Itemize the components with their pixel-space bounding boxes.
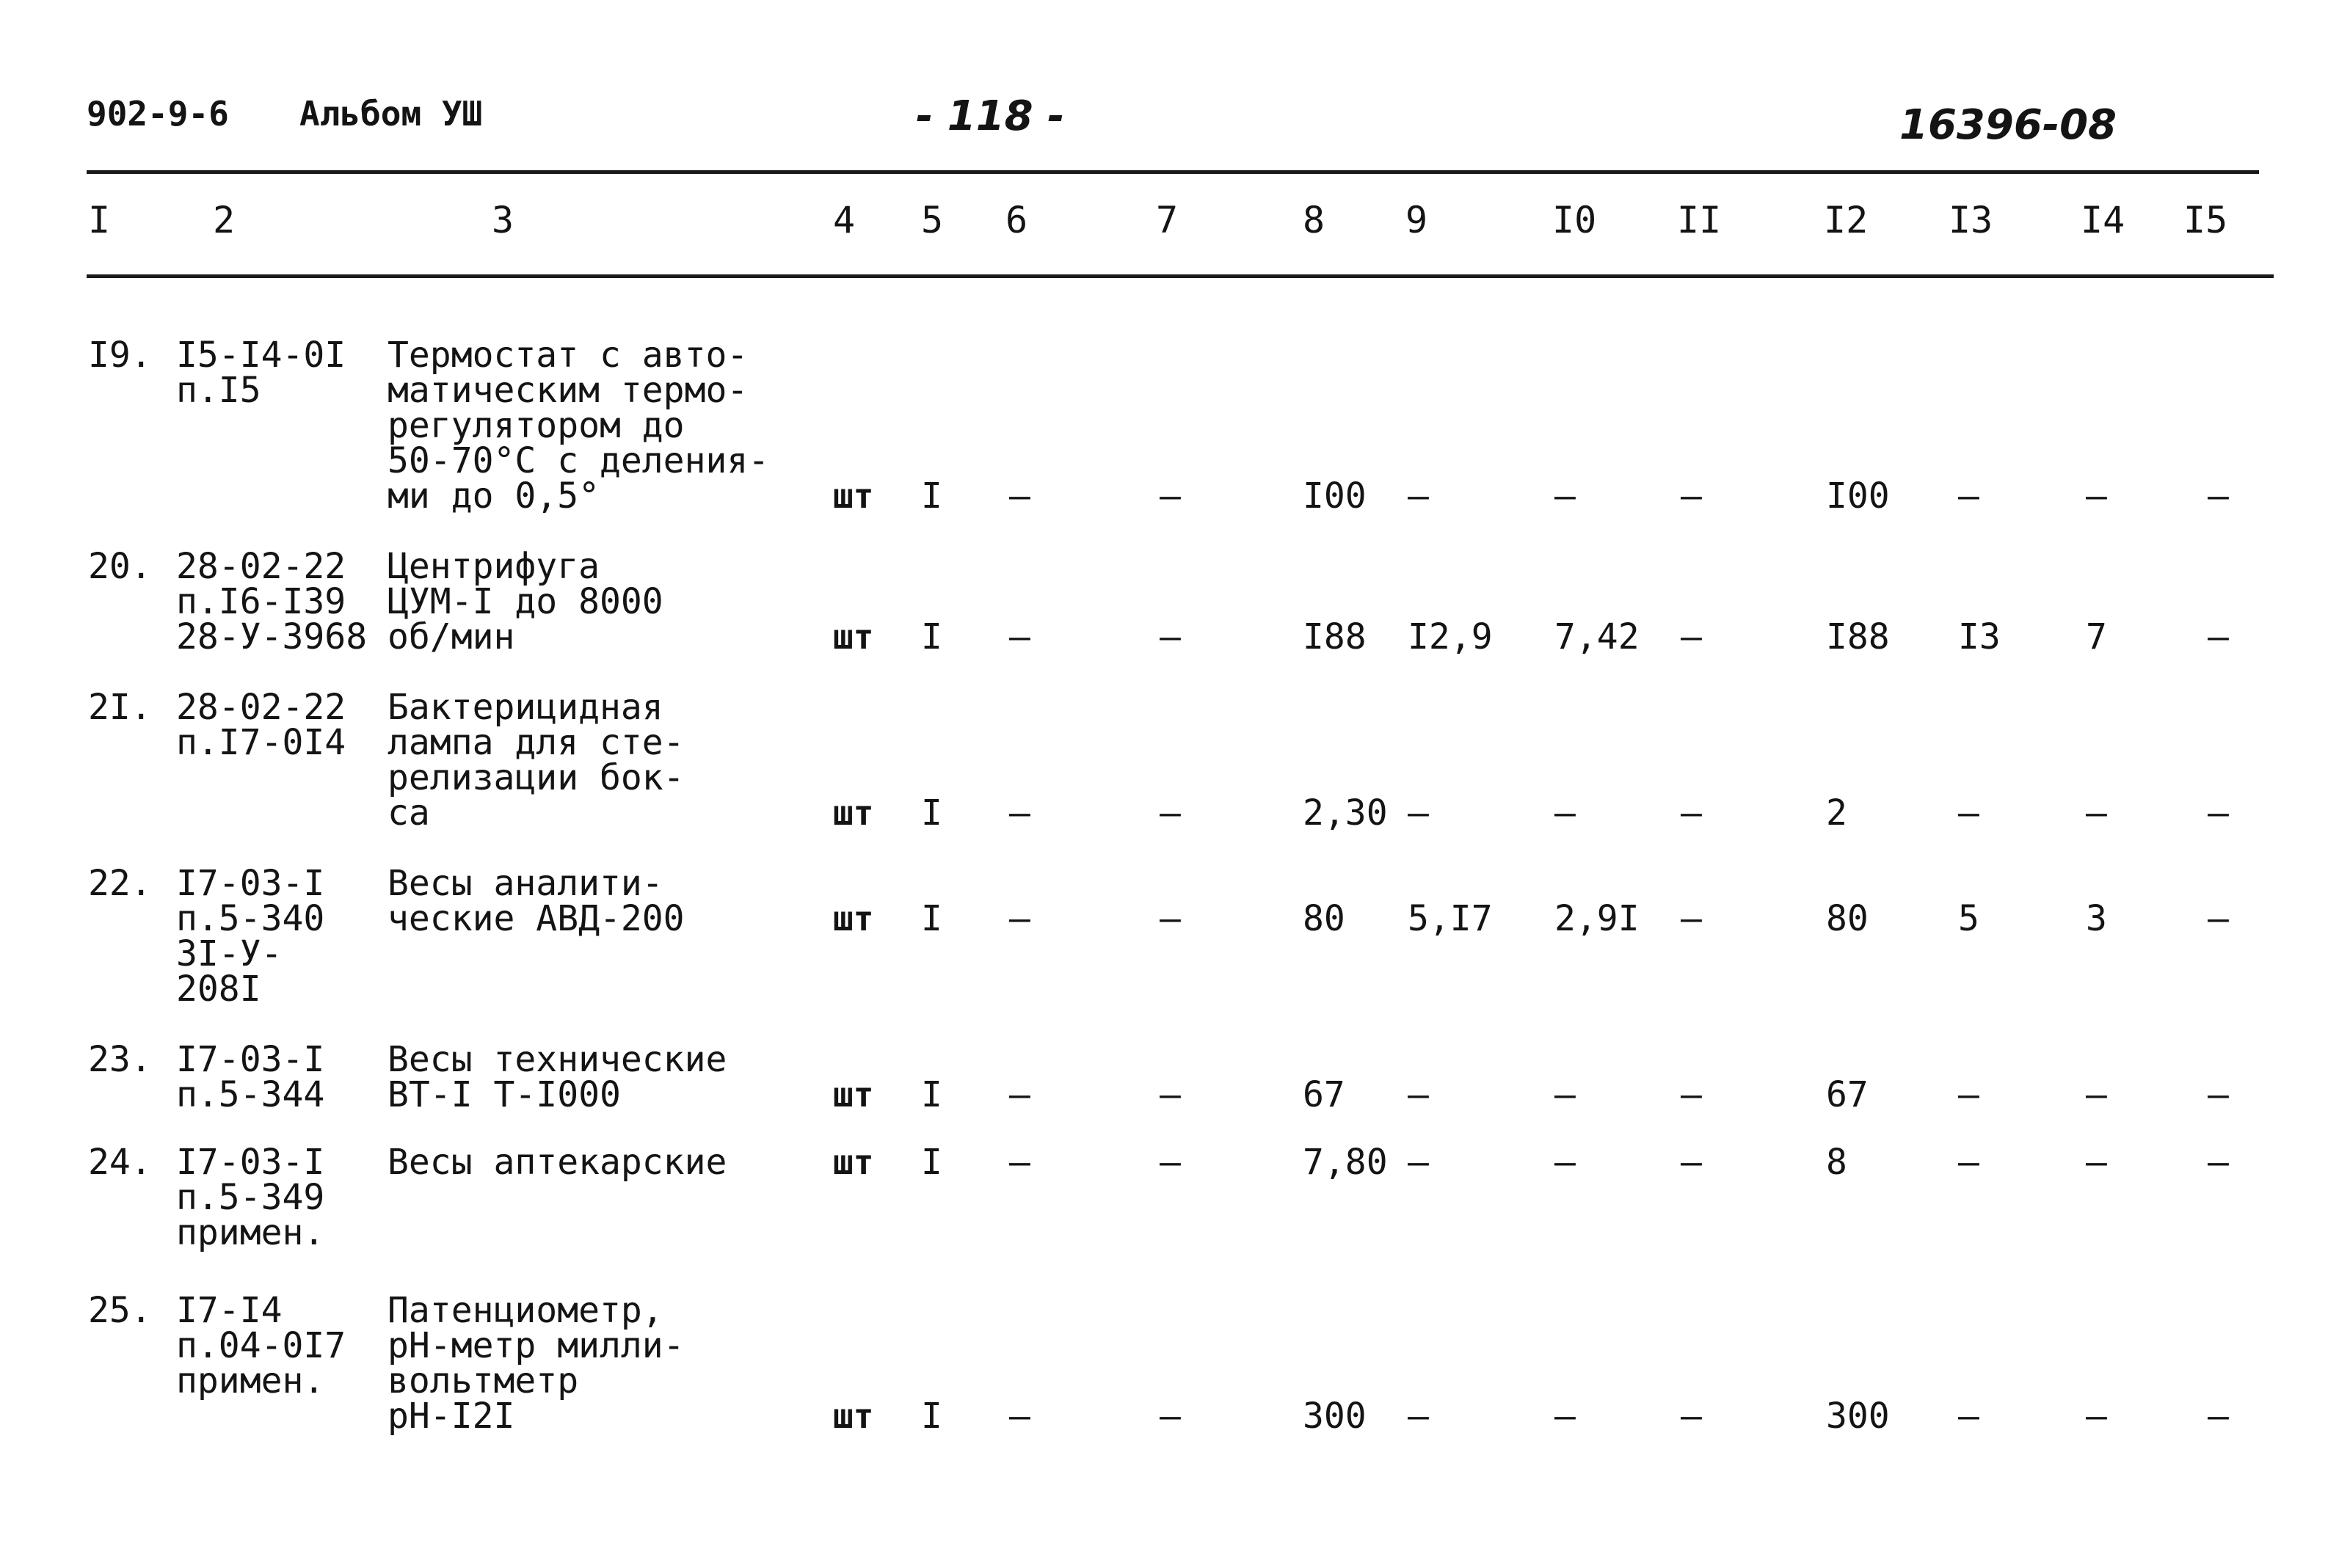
item-code-line: примен.: [176, 1360, 325, 1401]
value-cell: –: [1160, 1074, 1181, 1115]
item-name-line: Термостат с авто-: [388, 335, 749, 376]
item-code-line: п.5-349: [176, 1177, 325, 1218]
unit-cell: шт: [833, 617, 874, 657]
item-code-line: п.5-344: [176, 1074, 325, 1115]
value-cell: 80: [1826, 898, 1869, 939]
column-number: 3: [492, 199, 514, 241]
value-cell: –: [1681, 792, 1702, 834]
value-cell: –: [2208, 792, 2229, 834]
item-code-line: I7-03-I: [176, 863, 325, 904]
value-cell: –: [1408, 1396, 1429, 1437]
item-name-line: Бактерицидная: [388, 687, 663, 728]
item-name: [388, 863, 685, 939]
column-number: 2: [213, 199, 236, 241]
value-cell: 5,I7: [1408, 898, 1493, 939]
value-cell: 8: [1826, 1142, 1847, 1183]
value-cell: –: [1958, 792, 1979, 834]
value-cell: –: [1958, 475, 1979, 517]
item-name-line: Патенциометр,: [388, 1290, 663, 1331]
item-name-line: матическим термо-: [388, 370, 749, 411]
value-cell: –: [1681, 898, 1702, 939]
item-code-line: п.I7-0I4: [176, 722, 346, 763]
column-number: 6: [1005, 199, 1028, 241]
value-cell: –: [1009, 475, 1030, 517]
item-code: [176, 687, 346, 763]
sheet-code: 16396-08: [1899, 101, 2117, 149]
item-name-line: регулятором до: [388, 405, 685, 446]
column-number: I: [88, 199, 111, 241]
unit-cell: шт: [833, 1396, 874, 1436]
value-cell: –: [1160, 1396, 1181, 1437]
value-cell: 2: [1826, 792, 1847, 834]
value-cell: 7,42: [1554, 616, 1640, 657]
value-cell: –: [2208, 1142, 2229, 1183]
top-rule: [87, 170, 2259, 174]
item-code: [176, 335, 346, 411]
value-cell: I2,9: [1408, 616, 1493, 657]
value-cell: –: [1958, 1074, 1979, 1115]
unit-cell: шт: [833, 476, 874, 516]
value-cell: –: [1554, 1074, 1576, 1115]
item-name-line: Центрифуга: [388, 546, 600, 587]
item-name: [388, 1290, 685, 1437]
qty-cell: I: [921, 616, 942, 657]
item-code: [176, 1290, 346, 1401]
column-number: 5: [921, 199, 944, 241]
value-cell: –: [1958, 1396, 1979, 1437]
row-number: I9.: [88, 335, 152, 376]
item-code: [176, 1142, 325, 1253]
item-name: [388, 1142, 727, 1183]
item-code: [176, 1039, 325, 1115]
value-cell: –: [1681, 1396, 1702, 1437]
value-cell: I3: [1958, 616, 2001, 657]
column-number: I5: [2183, 199, 2228, 241]
value-cell: –: [1681, 475, 1702, 517]
value-cell: –: [2208, 1074, 2229, 1115]
item-code: [176, 863, 325, 1010]
unit-cell: шт: [833, 1075, 874, 1115]
column-number: I0: [1552, 199, 1597, 241]
value-cell: –: [1009, 1142, 1030, 1183]
item-name-line: об/мин: [388, 616, 515, 657]
qty-cell: I: [921, 1396, 942, 1437]
item-name-line: ческие АВД-200: [388, 898, 685, 939]
item-code-line: 208I: [176, 969, 261, 1010]
value-cell: –: [1681, 1074, 1702, 1115]
column-number: I2: [1824, 199, 1869, 241]
value-cell: –: [1408, 1074, 1429, 1115]
value-cell: –: [1554, 475, 1576, 517]
value-cell: –: [1554, 792, 1576, 834]
value-cell: –: [1408, 475, 1429, 517]
unit-cell: шт: [833, 793, 874, 833]
row-number: 23.: [88, 1039, 152, 1080]
item-code-line: 28-02-22: [176, 546, 346, 587]
item-name-line: Весы технические: [388, 1039, 727, 1080]
item-name-line: ВТ-I Т-I000: [388, 1074, 621, 1115]
column-number: 7: [1156, 199, 1179, 241]
value-cell: –: [1958, 1142, 1979, 1183]
item-code-line: I7-I4: [176, 1290, 283, 1331]
value-cell: –: [1009, 616, 1030, 657]
value-cell: I00: [1303, 475, 1367, 517]
row-number: 20.: [88, 546, 152, 587]
album-title: Альбом УШ: [299, 94, 483, 134]
value-cell: –: [1160, 1142, 1181, 1183]
item-code-line: п.5-340: [176, 898, 325, 939]
unit-cell: шт: [833, 1142, 874, 1182]
value-cell: 2,30: [1303, 792, 1388, 834]
value-cell: –: [1160, 616, 1181, 657]
value-cell: –: [1009, 792, 1030, 834]
item-name: [388, 335, 770, 517]
value-cell: –: [2086, 1074, 2107, 1115]
qty-cell: I: [921, 792, 942, 834]
item-name-line: 50-70°С с деления-: [388, 440, 770, 481]
value-cell: –: [2086, 1396, 2107, 1437]
column-number: 4: [833, 199, 856, 241]
value-cell: 80: [1303, 898, 1345, 939]
item-code-line: 3I-У-: [176, 933, 283, 974]
value-cell: –: [1160, 898, 1181, 939]
value-cell: I00: [1826, 475, 1890, 517]
value-cell: –: [1009, 898, 1030, 939]
qty-cell: I: [921, 1142, 942, 1183]
item-code-line: п.I6-I39: [176, 581, 346, 622]
qty-cell: I: [921, 1074, 942, 1115]
item-name-line: са: [388, 792, 430, 834]
value-cell: –: [1160, 792, 1181, 834]
row-number: 24.: [88, 1142, 152, 1183]
column-number: 9: [1405, 199, 1428, 241]
item-code-line: п.I5: [176, 370, 261, 411]
value-cell: I88: [1303, 616, 1367, 657]
value-cell: 67: [1303, 1074, 1345, 1115]
value-cell: –: [1554, 1396, 1576, 1437]
value-cell: –: [1009, 1396, 1030, 1437]
item-name-line: рН-I2I: [388, 1396, 515, 1437]
column-number: I4: [2081, 199, 2125, 241]
item-name: [388, 546, 663, 657]
value-cell: –: [1009, 1074, 1030, 1115]
item-name-line: релизации бок-: [388, 757, 685, 798]
value-cell: –: [1554, 1142, 1576, 1183]
item-code-line: I5-I4-0I: [176, 335, 346, 376]
item-name-line: Весы аптекарские: [388, 1142, 727, 1183]
item-code-line: I7-03-I: [176, 1142, 325, 1183]
value-cell: 7: [2086, 616, 2107, 657]
item-name: [388, 1039, 727, 1115]
value-cell: –: [2208, 1396, 2229, 1437]
value-cell: –: [2208, 898, 2229, 939]
doc-code: 902-9-6: [87, 94, 229, 134]
column-number: I3: [1949, 199, 1993, 241]
qty-cell: I: [921, 898, 942, 939]
value-cell: –: [1408, 1142, 1429, 1183]
value-cell: 300: [1303, 1396, 1367, 1437]
value-cell: 7,80: [1303, 1142, 1388, 1183]
value-cell: –: [2086, 475, 2107, 517]
row-number: 2I.: [88, 687, 152, 728]
header-bottom-rule: [87, 274, 2274, 278]
value-cell: 67: [1826, 1074, 1869, 1115]
value-cell: 2,9I: [1554, 898, 1640, 939]
value-cell: –: [1408, 792, 1429, 834]
value-cell: –: [2208, 475, 2229, 517]
item-name-line: вольтметр: [388, 1360, 579, 1401]
value-cell: –: [1681, 1142, 1702, 1183]
item-code-line: I7-03-I: [176, 1039, 325, 1080]
value-cell: –: [2208, 616, 2229, 657]
column-number: II: [1677, 199, 1722, 241]
value-cell: 5: [1958, 898, 1979, 939]
value-cell: 3: [2086, 898, 2107, 939]
row-number: 22.: [88, 863, 152, 904]
unit-cell: шт: [833, 899, 874, 938]
item-name: [388, 687, 685, 834]
value-cell: 300: [1826, 1396, 1890, 1437]
qty-cell: I: [921, 475, 942, 517]
row-number: 25.: [88, 1290, 152, 1331]
item-name-line: лампа для сте-: [388, 722, 685, 763]
value-cell: –: [2086, 1142, 2107, 1183]
item-name-line: ЦУМ-I до 8000: [388, 581, 663, 622]
value-cell: –: [2086, 792, 2107, 834]
value-cell: –: [1681, 616, 1702, 657]
item-name-line: ми до 0,5°: [388, 475, 600, 517]
item-code-line: п.04-0I7: [176, 1325, 346, 1366]
item-name-line: Весы аналити-: [388, 863, 663, 904]
item-code-line: 28-02-22: [176, 687, 346, 728]
item-code-line: примен.: [176, 1212, 325, 1253]
item-code: [176, 546, 368, 657]
item-name-line: рН-метр милли-: [388, 1325, 685, 1366]
item-code-line: 28-У-3968: [176, 616, 368, 657]
page-number: - 118 -: [916, 92, 1065, 140]
value-cell: I88: [1826, 616, 1890, 657]
value-cell: –: [1160, 475, 1181, 517]
column-number: 8: [1303, 199, 1325, 241]
